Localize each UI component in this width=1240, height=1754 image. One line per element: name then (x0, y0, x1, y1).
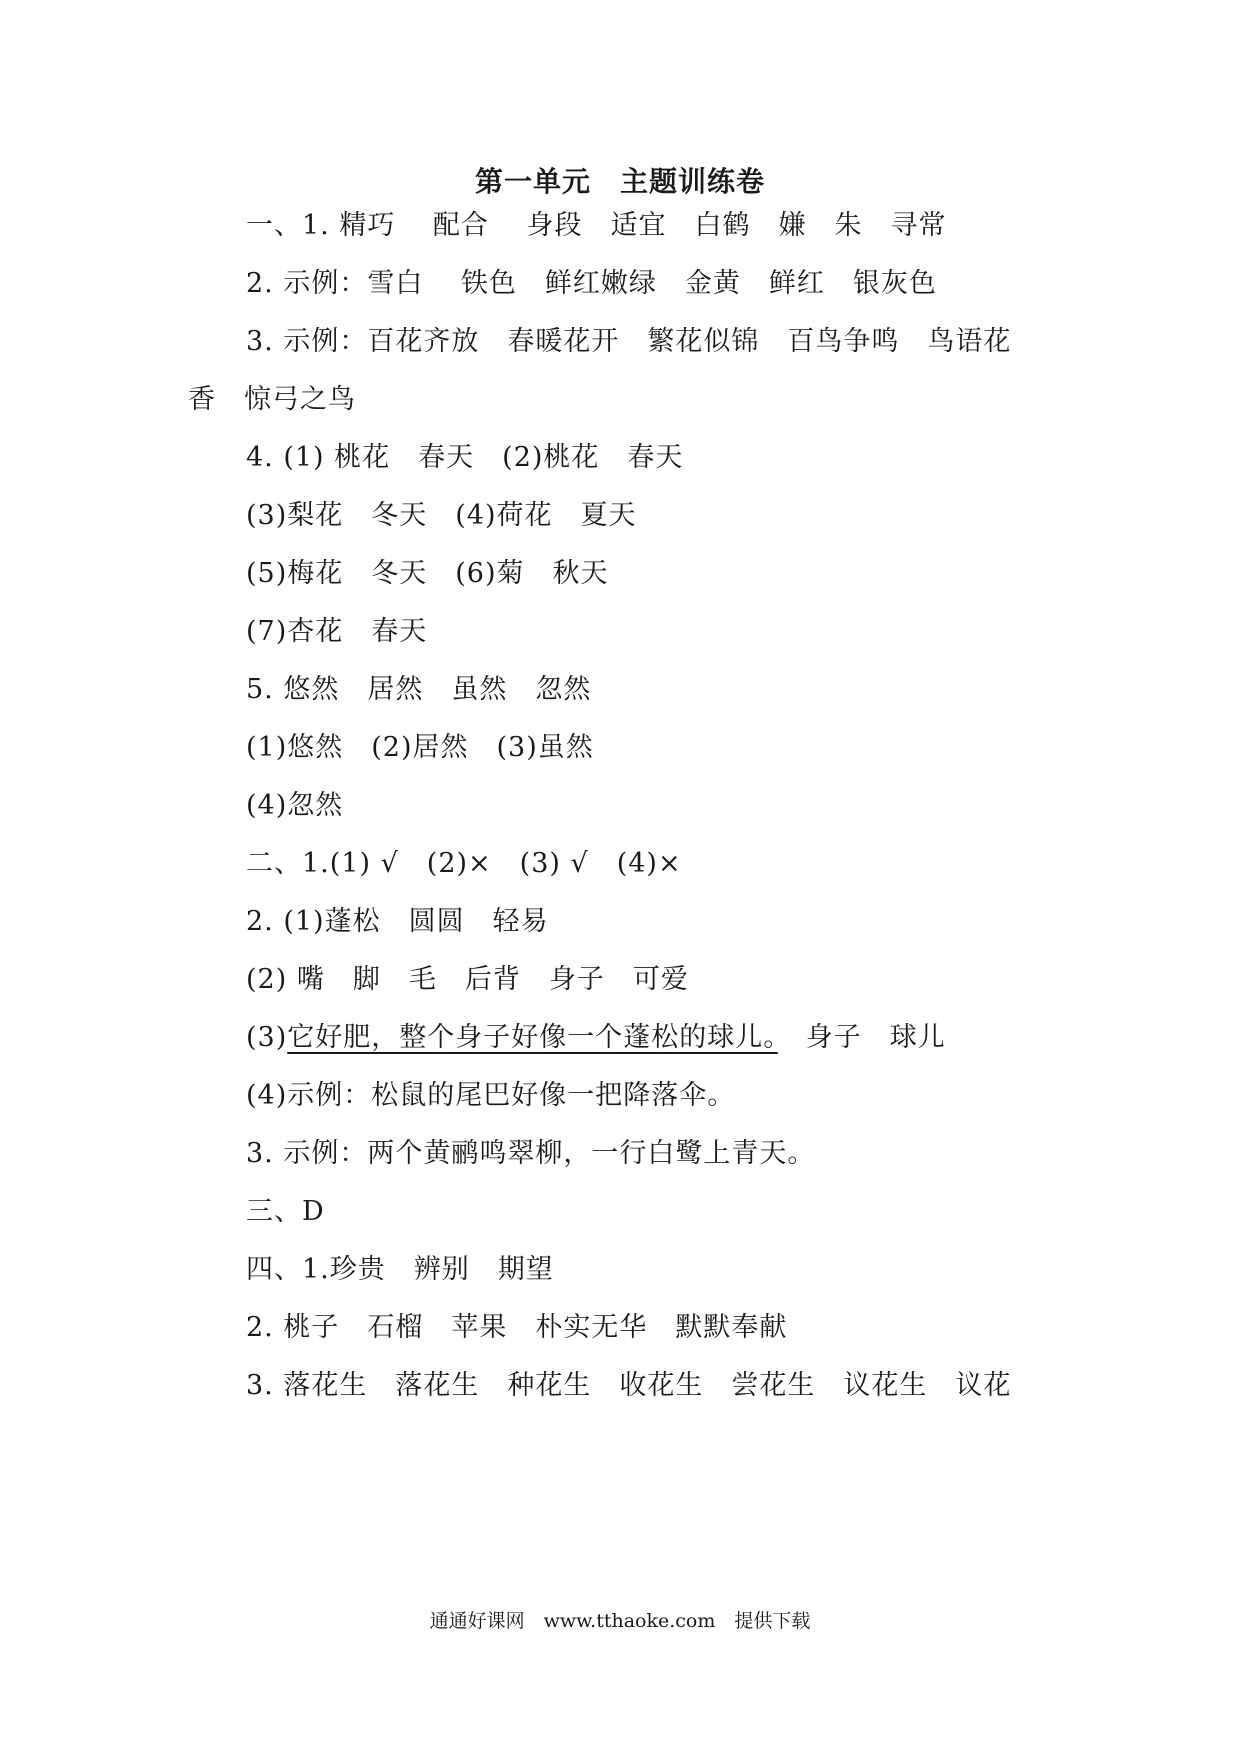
answer-line-4: 4. (1) 桃花 春天 (2)桃花 春天 (246, 442, 684, 473)
answer-line-17: 三、D (246, 1196, 325, 1227)
page-title: 第一单元 主题训练卷 (474, 165, 765, 198)
answer-line-20: 3. 落花生 落花生 种花生 收花生 尝花生 议花生 议花 (246, 1370, 1012, 1401)
answer-line-12: 2. (1)蓬松 圆圆 轻易 (246, 906, 549, 937)
answer-line-14-prefix: (3) (246, 1022, 288, 1053)
answer-line-6: (5)梅花 冬天 (6)菊 秋天 (246, 558, 609, 589)
answer-line-19: 2. 桃子 石榴 苹果 朴实无华 默默奉献 (246, 1312, 788, 1343)
answer-line-18: 四、1.珍贵 辨别 期望 (246, 1254, 554, 1285)
answer-line-1: 一、1. 精巧 配合 身段 适宜 白鹤 嫌 朱 寻常 (246, 210, 947, 241)
answer-line-13: (2) 嘴 脚 毛 后背 身子 可爱 (246, 964, 689, 995)
answer-line-7: (7)杏花 春天 (246, 616, 428, 647)
answer-line-3: 3. 示例：百花齐放 春暖花开 繁花似锦 百鸟争鸣 鸟语花 (246, 326, 1012, 357)
answer-line-2: 2. 示例：雪白 铁色 鲜红嫩绿 金黄 鲜红 银灰色 (246, 268, 937, 299)
answer-line-14-suffix: 身子 球儿 (777, 1022, 946, 1053)
answer-line-3-continued: 香 惊弓之鸟 (188, 384, 356, 415)
answer-line-8: 5. 悠然 居然 虽然 忽然 (246, 674, 592, 705)
answer-line-10: (4)忽然 (246, 790, 344, 821)
answer-line-11: 二、1.(1) √ (2)× (3) √ (4)× (246, 848, 682, 879)
underlined-sentence: 它好肥，整个身子好像一个蓬松的球儿。 (287, 1022, 778, 1053)
answer-line-15: (4)示例：松鼠的尾巴好像一把降落伞。 (246, 1080, 736, 1111)
answer-line-14 (246, 1021, 946, 1055)
answer-line-9: (1)悠然 (2)居然 (3)虽然 (246, 732, 594, 763)
answer-line-5: (3)梨花 冬天 (4)荷花 夏天 (246, 500, 637, 531)
footer-source-note: 通通好课网 www.tthaoke.com 提供下载 (429, 1610, 811, 1632)
answer-line-16: 3. 示例：两个黄鹂鸣翠柳，一行白鹭上青天。 (246, 1138, 816, 1169)
